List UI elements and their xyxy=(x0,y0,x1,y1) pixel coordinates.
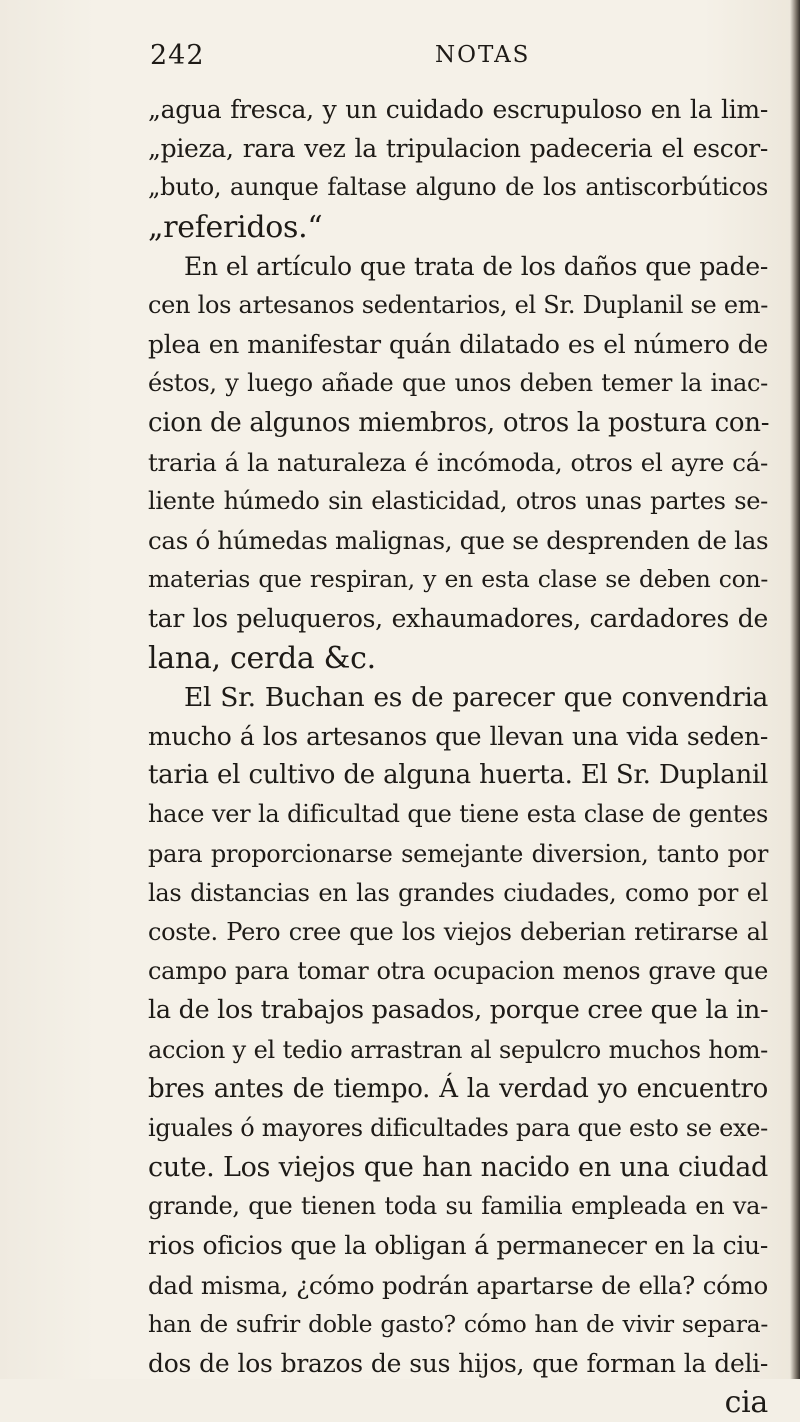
page-number: 242 xyxy=(150,40,205,71)
running-head: NOTAS xyxy=(435,42,531,68)
text-line: grande, que tienen toda su familia empleada en va- xyxy=(148,1192,768,1221)
text-line: rios oficios que la obligan á permanecer en la ciu- xyxy=(148,1231,768,1261)
text-line: éstos, y luego añade que unos deben temer la inac- xyxy=(148,369,768,398)
text-line: bres antes de tiempo. Á la verdad yo encuentro xyxy=(148,1073,768,1104)
text-line: campo para tomar otra ocupacion menos grave que xyxy=(148,957,768,986)
text-line: dos de los brazos de sus hijos, que forman la deli- xyxy=(148,1349,768,1378)
text-line: „pieza, rara vez la tripulacion padeceria el escor- xyxy=(148,134,768,164)
text-line: para proporcionarse semejante diversion, tanto por xyxy=(148,839,768,868)
text-line: liente húmedo sin elasticidad, otros unas partes se- xyxy=(148,486,768,515)
text-line: traria á la naturaleza é incómoda, otros el ayre cá- xyxy=(148,447,768,477)
text-line: En el artículo que trata de los daños que pade- xyxy=(184,251,768,281)
text-line: iguales ó mayores dificultades para que esto se exe- xyxy=(148,1113,768,1142)
text-line: taria el cultivo de alguna huerta. El Sr. Duplanil xyxy=(148,760,768,791)
text-line: tar los peluqueros, exhaumadores, cardadores de xyxy=(148,604,768,634)
body-text xyxy=(148,90,768,1422)
page-edge-shadow xyxy=(790,0,800,1379)
text-line: cute. Los viejos que han nacido en una ciudad xyxy=(148,1152,768,1184)
text-line: mucho á los artesanos que llevan una vida seden- xyxy=(148,722,768,751)
catchword: cia xyxy=(724,1385,768,1421)
text-line: cion de algunos miembros, otros la postura con- xyxy=(148,407,770,438)
text-line: „agua fresca, y un cuidado escrupuloso en la lim- xyxy=(148,95,768,124)
text-line: coste. Pero cree que los viejos deberian retirarse al xyxy=(148,917,768,946)
text-line: cas ó húmedas malignas, que se desprenden de las xyxy=(148,526,769,556)
text-line: El Sr. Buchan es de parecer que convendria xyxy=(184,681,768,713)
page-header xyxy=(150,40,570,76)
text-line: cen los artesanos sedentarios, el Sr. Duplanil se em- xyxy=(148,290,768,319)
text-line: han de sufrir doble gasto? cómo han de vivir separa- xyxy=(148,1309,768,1338)
text-line: hace ver la dificultad que tiene esta clase de gentes xyxy=(148,800,768,829)
text-line: plea en manifestar quán dilatado es el número de xyxy=(148,330,768,360)
text-line: la de los trabajos pasados, porque cree que la in- xyxy=(148,995,769,1026)
text-line: materias que respiran, y en esta clase se deben con- xyxy=(148,565,768,594)
text-line: „buto, aunque faltase alguno de los antiscorbúticos xyxy=(148,173,768,202)
text-line: lana, cerda &c. xyxy=(148,640,376,676)
text-line: accion y el tedio arrastran al sepulcro muchos hom- xyxy=(148,1035,768,1064)
text-line: „referidos.“ xyxy=(148,209,323,245)
text-line: las distancias en las grandes ciudades, como por el xyxy=(148,878,768,907)
text-line: dad misma, ¿cómo podrán apartarse de ella? cómo xyxy=(148,1270,768,1300)
